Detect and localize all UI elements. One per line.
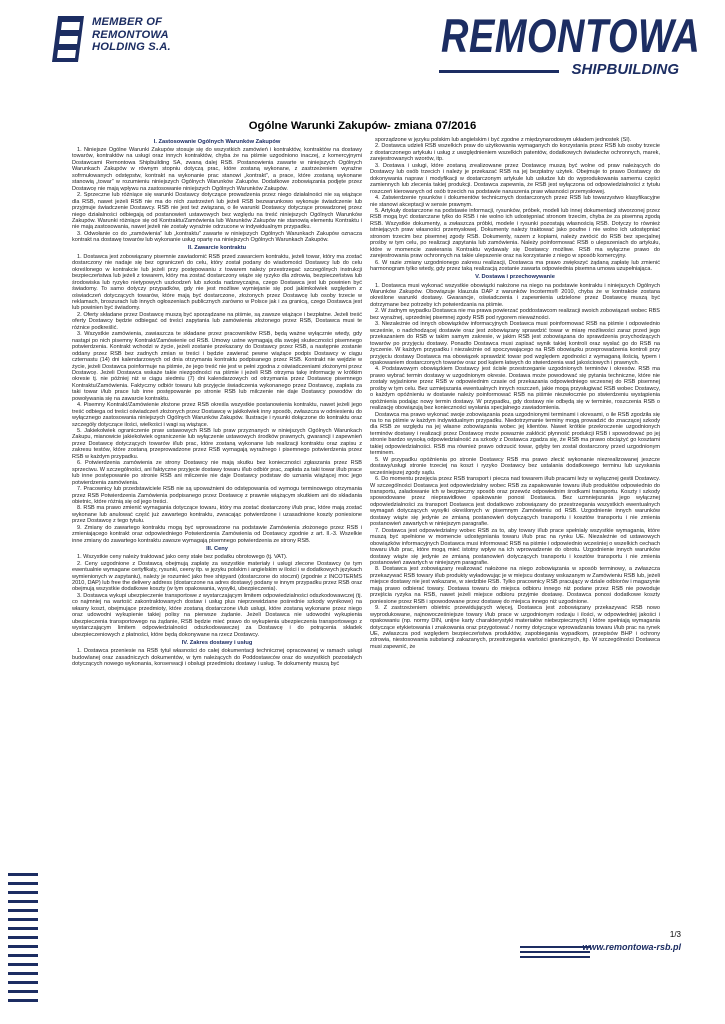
left-text-column [72,137,362,667]
paragraph: 3. Niezależnie od innych obowiązków informacyjnych Dostawca musi poinformować RSB na piśmie i odpowiednio wcześnie, o nadchodzącej dostawie oraz jest zobowiązany sprawdzić towar w miarę możliwości zaraz przed jego przekazaniem do RSB w takim samym zakresie, w jakim RSB jest zobowiązana do sprawdzenia przychodzących towarów po przyjęciu dostawy. Ponadto Dostawca musi zapisać wynik takiej kontroli oraz wysłać go do RSB na życzenie. W każdym przypadku i niezależnie od spoczywającego na RSB obowiązku przeprowadzenia kontroli przy przyjęciu dostawy Dostawca ma obowiązek sprawdzić towar pod względem zgodności z wymaganą ilością, typem i opakowaniem dostarczonych towarów oraz pod kątem łatwych do stwierdzenia wad jakościowych i prawnych. [370,321,660,366]
paragraph: 3. Wszystkie zamówienia, zawiaszcza te składane przez pracowników RSB, będą ważne wyłącznie wtedy, gdy nastąpi po nich pisemny Kontrakt/Zamówienie od RSB. Umowy ustne wymagają dla swojej skuteczności pisemnego potwierdzenia. Kontrakt wchodzi w życie, jeżeli zostanie przekazany do Dostawcy przez RSB, a następnie zostanie oddany przez RSB bez zadnych zmian w treści i będzie zawierać pewne wiążące podpis Dostawcy w ciągu czternastu (14) dni kalendarzowych od dnia otrzymania kontraktu podpisanego przez RSB. Kontrakt nie wejdzie w życie, jeżeli Dostawca poinformuje na piśmie, że jego treść nie jest w pełni zgodna z oświadczeniami złożonymi przez Dostawcę. Jeżeli Dostawca wskaże takie niezgodności na piśmie i jeżeli RSB otrzyma takę informację w krótkim okresie tj. nie później niż w ciągu siedmiu (7) dni kalendarzowych od otrzymania przez Dostawcę pisemnego Kontraktu/Zamówienia. Faktyczny odbiór towaru lub przyjęcie świadczenia wykonanego przez Dostawcę, zapłata za taki towar i/lub prace lub inne postępowanie po stronie RSB lub milczenie nie daje Dostawcy powodów do powoływania się na zawarcie kontraktu. [72,331,362,402]
holding-emblem-icon [52,14,88,64]
paragraph: 7. Pracownicy lub przedstawiciele RSB nie są upoważnieni do odstępowania od wymogu terminowego otrzymania przez RSB Potwierdzenia Zamówienia podpisanego przez Dostawcę z prawnie wiążącym skutkiem ani do składania obietnic, które różnią się od jego treści. [72,486,362,506]
paragraph: 3. Dostawa i usługi, które zostaną zrealizowane przez Dostawcę muszą być wolne od praw należących do Dostawcy lub osób trzecich i należy je przekazać RSB na jej bezpłatny użytek. Obejmuje to prawo Dostawcy do dokonywania napraw i modyfikacji w dostarczonym artykule lub usłudze lub do wyprodukowania samemu części zamiennych lub zlecenia takiej produkcji. Dostawca zapewnia, że RSB jest wyłączona od odpowiedzialności z tytułu roszczeń kierowanych od osób trzecich na podstawie naruszenia praw własności przemysłowej. [370,162,660,195]
member-line-1: MEMBER OF [92,16,163,28]
section-heading: IV. Zakres dostawy i usług [181,639,253,646]
paragraph: 6. Do momentu przejęcia przez RSB transport i piecza nad towarem i/lub pracami leży w wyłącznej gestii Dostawcy. W szczególności Dostawca jest odpowiedzialny wobec RSB za zapakowanie towaru i/lub produktów odpowiednio do transportu, załadowanie ich w bezpieczny sposób oraz przewóz odpowiednim środkami transportu. Koszty i szkody spowodowane przez nieprawidłowe opakowanie ponosi Dostawca. Bez uzmniejszania jego wyłącznej odpowiedzialności za transport Dostawca jest dodatkowo zobowiązany do przestrzegania wszystkich ewentualnych wymagań dotyczących wysyłki określonych w pisemnym Zamówieniu od RSB. Uzgodnienie innych warunków dostawy wiąże się jedynie ze zmianą postanowień dotyczących transportu i kosztów transportu i nie zmienia postanowień zawartych w niniejszym paragrafie. [370,476,660,528]
right-text-column [370,137,660,650]
paragraph: 6. Potwierdzenia zamówienia ze strony Dostawcy nie mają skutku bez konieczności zgłaszania przez RSB sprzeciwu. W szczególności, ani faktyczne przyjęcie dostawy towaru i/lub odbiór prac, zapłata za taki towar i/lub prace lub inne postępowanie po stronie RSB ani milczenie nie daje Dostawcy podstaw do uznania wiążącej moc jego potwierdzenia zamówienia. [72,460,362,486]
paragraph: 3. Odwołanie co do „zamówienia” lub „kontraktu” zawarte w niniejszych Ogólnych Warunkach Zakupów oznacza kontrakt na dostawę towarów lub wykonanie usług opartę na niniejszych Ogólnych Warunkach Zakupów. [72,230,362,244]
paragraph: 1. Dostawca musi wykonać wszystkie obowiązki nałożone na niego na podstawie kontraktu i niniejszych Ogólnych Warunków Zakupów. Obowiązuje klauzula DAP z warunków Incoterms® 2010, chyba że w kontrakcie zostana określone warunki dostawy. Gwarancje, oświadczenia i zapewnienia udzielone przez Dostawcę muszą być dotrzymane bez potrzeby ich potwierdzania na piśmie. [370,282,660,308]
decorative-stripes-icon [8,873,48,1013]
section-heading: II. Zawarcie kontraktu [187,245,247,252]
paragraph: 2. Ceny uzgodnione z Dostawcą obejmują zapłatę za wszystkie materiały i usługi zlecone Dostawcy (w tym ewentualnie wymagane certyfikaty, rysunki, ceeny itp. w języku polskim i angielskim w ilości i w dodatkowych językach wymienionych w zapytaniu), należy je rozumieć jako free shipyard (dostarczone do stoczni) (zgodnie z INCOTERMS 2010, DAP) lub free the delivery address (dostarczone na adres dostawy) podany w innym przypadku przez RSB oraz obejmują wszystkie dodatkowe koszty (w tym opakowania, wysyłki, ubezpieczenia). [72,560,362,593]
logo-underline [439,70,559,73]
website-link[interactable]: www.remontowa-rsb.pl [582,942,681,952]
paragraph: 1. Dostawca jest zobowiązany pisemnie zawiadomić RSB przed zawarciem kontraktu, jeżeli towar, który ma zostać dostarczony nie nadaje się bez ograniczeń do celu, który został podany do wiadomości Dostawcy lub do celu określonego w kontrakcie lub jeżeli przy postępowaniu z towarem należy przestrzegać szczególnych instrukcji bezpieczeństwa lub jeżeli z towarem, który ma zostać dostarczony wiąże się ryzyko dla zdrowia, bezpieczeństwa lub środowiska lub ryzyko nietypowych uszkodzeń lub szkoda nadzwyczajna, czego Dostawca jest lub powinien być świadomy. To samo dotyczy przypadków, gdy nie jest możliwe wymiejanie się pod jakimkolwiek względem z oświadczeń dotyczących towarów, które mają być dostarczone, złożonych przez Dostawcę lub osoby trzecie w reklamach, broszurach lub innych ogłoszeniach publicznych zarówno w Polsce jak i za granicą, czego Dostawca jest lub powinien być świadomy. [72,253,362,312]
paragraph: 3. Dostawca wykupi ubezpieczenie transportowe z wystarczającym limitem odpowiedzialności odszkodowawczej (tj. co najmniej na wartość zakontraktowanych dostaw i usług plus nieprzewidziane pośrednie szkody wynikowe) na własny koszt, obejmujące przedmioty, które zostaną dostarczone i/lub usługi, które zostaną wykonane przez niego oraz udowodni wykupienie takiej polisy na pierwsze żądanie. Jeżeli Dostawca nie udowodni wykupienia ubezpieczenia transportowego na żądanie, RSB będzie mieć prawo do wykupienia ubezpieczenia transportowego z wystarczającym limitem odpowiedzialności odszkodowawczej za Dostawcę i do potrącenia składek ubezpieczeniowych z płatności, które będą dokonywane na rzecz Dostawcy. [72,592,362,638]
brand-wordmark: REMONTOWA [441,10,701,64]
paragraph: 9. Z zastrzeżeniem obietnic przewidujących więcej, Dostawca jest zobowiązany przekazywać RSB nowo wyprodukowane, najnowocześniejsze towary i/lub prace w uzgodnionym rodzaju i ilości, w odpowiedniej jakości i opakowaniu (np. normy DIN, unijne karty charakterystyki materiałów niebezpiecznych) i które spełniają wymagania dotyczące etykietowania i znakowania oraz przygotować / normy dotyczące wprowadzania towaru i/lub prac na rynek UE, zwłaszcza pod względem bezpieczeństwa produktów, zapobiegania wypadkom, przepisów BHP i ochrony zdrowia, niestosowania substancji zakazanych, przestrzegania wartości granicznych, itp. W szczególności Dostawca musi zapewnić, że [370,605,660,650]
paragraph: 2. W żadnym wypadku Dostawca nie ma prawa powierzać poddostawcom realizacji swoich zobowiązań wobec RBS bez wyraźnej, uprzedniej pisemnej zgody RSB pod rygorem nieważności. [370,308,660,321]
paragraph: 8. Dostawca jest zobowiązany realizować nałożone na niego zobowiązania w sposób terminowy, a zwłaszcza przekazywać RSB towary i/lub produkty wyładowując je w miejscu dostawy wskazanym w Zamówieniu RSB lub, jeżeli miejsce dostawy nie jest wskazane, w siedzibie RSB. Tylko pracownicy RSB pracujący w dziale odbiorów i magazynie mają prawo odbierać towary. Dostawa towaru do miejsca odbioru innego niż podane przez RSB nie powoduje przejścia ryzyka na RSB, nawet jeżeli miejsce odbioru przyjmie dostawę. Dostawca ponosi dodatkowe koszty poniesione przez RSB i spowodowane przez dostawę do miejsca innego niż uzgodnione. [370,566,660,605]
paragraph: 5. W przypadku opóźnienia po stronie Dostawcy RSB ma prawo złecić wykonanie niezrealizowanej jeszcze dostawy/usługi stronie trzeciej na koszt i ryzyko Dostawcy bez ustalania dodatkowego terminu lub uzyskania wcześniejszej zgody sądu. [370,456,660,476]
paragraph: 2. Sprzeczne lub różniące się warunki Dostawcy dotyczące prowadzenia przez niego działalności nie są wiążące dla RSB, nawet jeżeli RSB nie ma do nich zastrzeżeń lub jeżeli RSB bezwarunkowo wykonuje świadczenie lub przyjmuje świadczenie Dostawcy. RSB nie jest też związana, o ile warunki Dostawcy dotyczące prowadzonej przez niego działalności odbiegają od postanowień ustawowych bez względu na treść niniejszych Ogólnych Warunków Zakupów. Warunki różniące się od Kontraktu/Zamówienia lub Warunków Zakupów nie stanowią elementu Kontraktu i nie mają zastosowania, nawet jeżeli nie zostały wyraźnie odrzucone w indywidualnym przypadku. [72,192,362,231]
paragraph: 4. Zatwierdzenie rysunków i dokumentów technicznych dostarczonych przez RSB lub towarzystwo klasyfikacyjne nie stanowi akceptacji w sensie prawnym. [370,195,660,208]
document-title: Ogólne Warunki Zakupów- zmiana 07/2016 [248,120,477,132]
section-heading: V. Dostawa i przechowywanie [475,274,555,281]
paragraph: 1. Wszystkie ceny należy traktować jako ceny stałe bez podatku obrotowego (tj. VAT). [77,554,288,561]
paragraph: 1. Niniejsze Ogólne Warunki Zakupów stosuje się do wszystkich zamówień i kontraktów, kontraktów na dostawy towarów, kontraktów na usługi oraz innych kontraktów, chyba że na piśmie uzgodniono inaczej, z komercyjnymi Dostawcami Remontowa Shipbuilding SA, zwaną dalej RSB. Postanowienia zawarte w niniejszych Ogólnych Warunkach Zakupów w równym stopniu dotyczą prac, które zostaną wykonane, z zastrzeżeniem wyraźne sofrmułowanych odstępstw, kontrakt na wykonanie prac stanowi „kontrakt”, a prace, które zostaną wykonane stanowią „towar” w rozumieniu niniejszych Ogólnych Warunków Zakupów. Dodatkowe zobowiązania podjęte przez Dostawcę nie mają wpływu na zastosowanie niniejszych Ogólnych Warunków Zakupów. [72,147,362,192]
paragraph: 7. Dostawca jest odpowiedzialny wobec RSB za to, aby towary i/lub prace spełniały wszystkie wymagania, które muszą być spełnione w momencie udostępniania towaru i/lub prac na rynku UE. Niezależnie od ustawowych obowiązków informacyjnych Dostawca musi informować RSB na piśmie i odpowiednio wcześniej o wszelkich cechach towaru i/lub prac, które mogą mieć istotny wpływ na ich wprowadzenie do obrotu. Uzgodnienie innych warunków dostawy wiąże się jedynie ze zmianą postanowień dotyczących transportu i kosztów transportu i nie zmienia postanowień zawartych w niniejszym paragrafie. [370,527,660,566]
remontowa-shipbuilding-logo [441,10,701,82]
paragraph: sporządzone w języku polskim lub angielskim i być zgodne z międzynarodowym układem jednostek (SI). [375,137,632,143]
paragraph: 9. Zmiany do zawartego kontraktu mogą być wprowadzone na podstawie Zamówienia złożonego przez RSB i zmieniającego kontrakt oraz odpowiedniego Potwierdzenia Zamówienia od Dostawcy zgodnie z art. II.-3. Wszelkie inne zmiany do zawartego kontraktu zawsze wymagają pisemnego potwierdzenia ze strony RSB. [72,524,362,544]
footer-stripes-icon [520,934,590,962]
member-of-holding-logo [52,14,222,64]
section-heading: I. Zastosowanie Ogólnych Warunków Zakupów [153,138,281,145]
page-number: 1/3 [669,930,681,939]
paragraph: 5. Jakiekolwiek ograniczenie praw ustawowych RSB lub praw przyznanych w niniejszych Ogólnych Warunkach Zakupu, mianowicie jakiekolwiek ograniczenie lub wyłączenie ustawowych środków prawnych, gwarancji i zapewnień przez Dostawcę dotyczących towarów i/lub prac, które zostaną wykonane lub realizacji kontraktu oraz zapisu z zakresu testów, które zostaną przeprowadzone przez RSB wymagają wyraźnego i pisemnego potwierdzenia przez RSB w każdym przypadku. [72,428,362,460]
paragraph: 1. Dostawca przeniesie na RSB tytuł własności do całej dokumentacji technicznej opracowanej w ramach usługi budowlanej oraz zasadniczych dokumentów, w tym należących do Poddostawców oraz do wszystkich pozostałych dotyczących nowego wykonania, konserwacji i obsługi przedmiotu dostawy i usług. Te dokumenty muszą być [72,648,362,667]
brand-subtitle: SHIPBUILDING [571,61,679,78]
paragraph: 4. Podstawowym obowiązkiem Dostawcy jest ścisłe przestrzeganie uzgodnionych terminów i okresów. RSB ma prawo wybrać termin dostawy w uzgodnionym okresie. Dostawa może powodować się pytania techniczne, które nie zostały wyjaśnione przez RSB w odpowiednim czasie od przekazania odpowiedniego wczesnej do RSB pisemnej prośby w tym celu. Bez uzmiejszania ewentualnych innych roszczeń, jakie mogą przysługiwać RSB wobec Dostawcy, o każdym opóźnieniu w dostawie należy poinformować RSB na piśmie niezwłocznie po stwierdzeniu wystąpienia opóźnienia podając nowy termin dostawy. W przypadku, gdy dostawy nie odbędą się w terminie, roszczenia RSB o realizację obowiązują bez konieczności wysłania specjalnego zawiadomienia. [370,366,660,412]
member-line-2: REMONTOWA [92,28,169,41]
member-line-3: HOLDING S.A. [92,41,171,54]
paragraph: 4. Pisemny Kontrakt/Zamówienie złożone przez RSB określa wszystkie postanowienia kontraktu, nawet jeżeli jego treść odbiega od treści oświadczeń złożonych przez Dostawcę w jakikolwiek inny sposób, zwłaszcza w odniesieniu do wyłącznego zastosowania niniejszych Ogólnych Warunków Zakupów. Ilustracje i rysunki dołączone do kontraktu oraz szczegóły dotyczące ilości, wielkości i wagi są wiążące. [72,402,362,428]
paragraph: 5. Artykuły dostarczone na podstawie informacji, rysunków, próbek, modeli lub innej dokumentacji stworzonej przez RSB mogą być dostarczane tylko do RSB i nie wolno ich udostępniać stronom trzecim, chyba że za pisemną zgodą RSB. Wszystkie dokumenty, a zwłaszcza próbki, modele i rysunki pozostają własnością RSB. Dotyczy to również istniejących praw własności przemysłowej. Dokumenty należy traktować jako poufne i nie wolno ich udostępniać stronom trzecim bez pisemnej zgody RSB. Dokumenty, razem z kopiami, należy zwrócić do RSB bez specjalnej prośby w tym celu, po realizacji zapytania lub zamówienia. Należy poinformować RSB o ulepszeniach do artykułu, które w momencie zawierania Kontraktu wydawały się Dostawcy możliwe. RSB ma wyłączne prawo do zarejestrowania praw ochronnych na takie ulepszenie oraz na korzystanie z niego w sposób komercyjny. [370,207,660,260]
paragraph: 2. Dostawca udzieli RSB wszelkich praw do użytkowania wymaganych do korzystania przez RSB lub osoby trzecie z dostarczonego artykułu i usług z uwzględnieniem wszelkich patentów, dodatkowych świadectw ochronnych, marek, zarejestrowanych wzorów, itp. [370,143,660,163]
paragraph: 6. W razie zmiany uzgodnionego zakresu realizacji, Dostawca ma prawo zwiększyć żądaną zapłatę lub zmienić harmonogram tylko wtedy, gdy przez taką realizacją zostanie zawarta odpowiednia pisemna umowa uzupełniająca. [370,259,660,273]
paragraph: Dostawca ma prawo wykonać swoje zobowiązania poza uzgodnionymi terminami i okresami, o ile RSB zgodziła się na to na piśmie w każdym indywidualnym przypadku. Niedotrzymanie terminy mogą prowadzić do znaczącej szkody dla RSB ze względu na jej własne zobowiązania wobec jej klientów. Nawet krótkie przekroczenie uzgodnionych terminów dostawy i realizacji przez Dostawcę może powaznie zakłócić płynność produkcji RSB i spowodować po jej stronie bardzo wysoką odpowiedzialność za szkody z Dostawca zgadza się, że RSB ma prawo obciążyć go kosztami takiej odpowiedzialności. RSB ma również prawo odrzucić towar, gdyby ten został dostarczony przed uzgodnionym terminem. [370,411,660,457]
paragraph: 2. Oferty składane przez Dostawcę muszą być sporządzane na piśmie, są zawsze wiążące i bezpłatne. Jeżeli treść oferty Dostawcy będzie odbiegać od treści zapytania lub zamówienia złożonego przez RSB, Dostawca musi te różnice podkreślić. [72,311,362,331]
section-heading: III. Ceny [206,545,228,552]
paragraph: 8. RSB ma prawo zmienić wymagania dotyczące towaru, który ma zostać dostarczony i/lub prac, które mają zostać wykonane lub anulować część już zawartego kontraktu, zwracając potwierdzone i uzasadnione koszty poniesione przez Dostawcę z tego tytułu. [72,505,362,525]
